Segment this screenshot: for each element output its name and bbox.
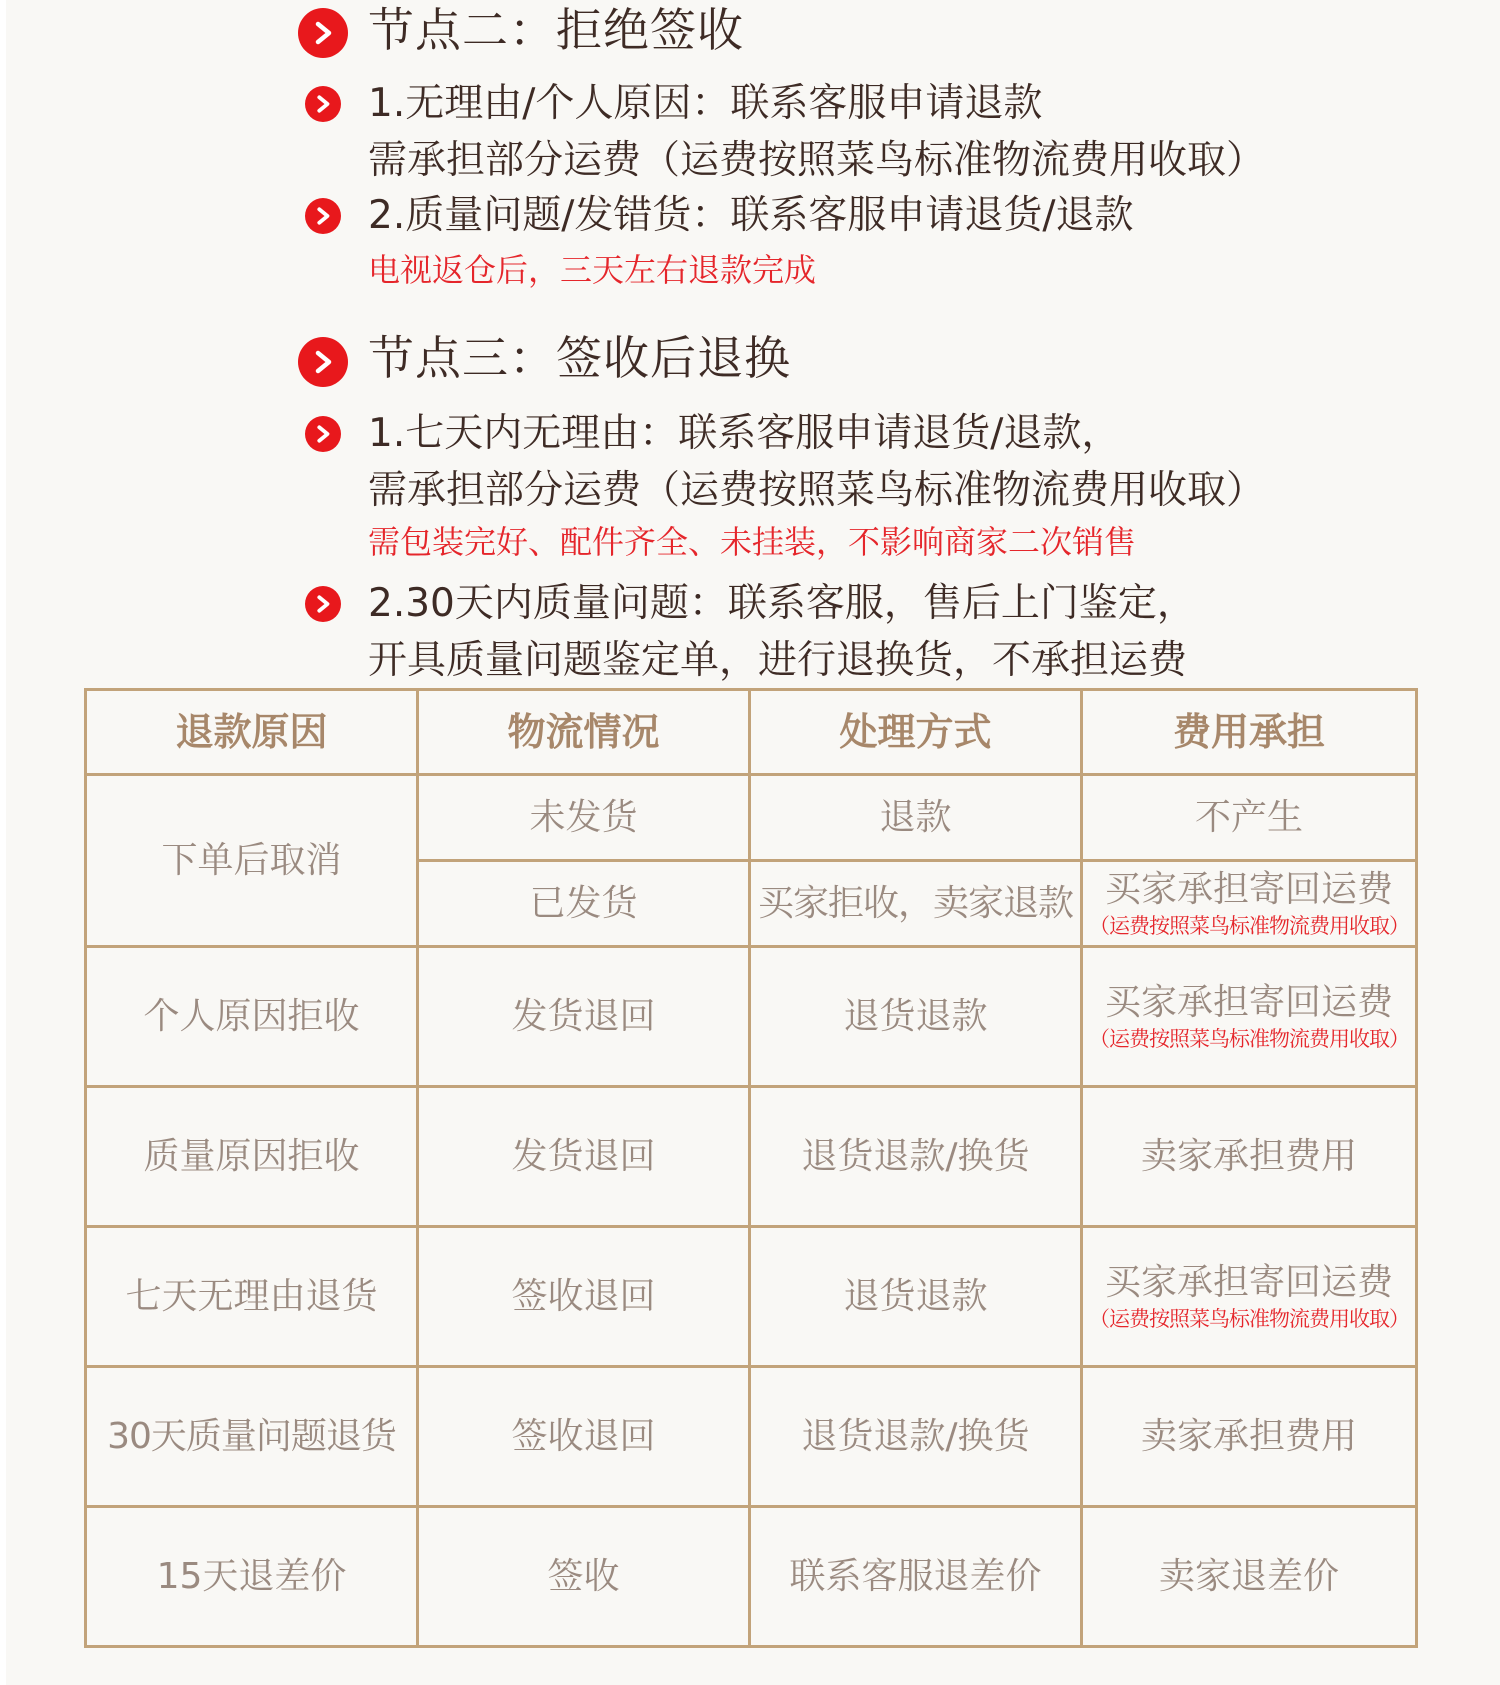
- chevron-right-icon: [305, 198, 341, 234]
- table-cell-cost: [1083, 1228, 1415, 1365]
- table-cell-reason: 质量原因拒收: [143, 1135, 360, 1177]
- table-cell-cost: 卖家承担费用: [1140, 1135, 1357, 1177]
- table-header-cell: 退款原因: [175, 710, 328, 754]
- chevron-right-icon: [298, 337, 348, 387]
- table-cell-reason-text: 30天质量问题退货: [107, 1415, 396, 1457]
- table-cell-reason: 个人原因拒收: [143, 995, 360, 1037]
- shipping-note: （运费按照菜鸟标准物流费用收取）: [1089, 1306, 1409, 1331]
- chevron-right-icon: [305, 586, 341, 622]
- table-cell-handling: 退款: [879, 796, 952, 838]
- table-cell-reason: 七天无理由退货: [125, 1275, 378, 1317]
- table-cell-cost: [1083, 862, 1415, 945]
- table-cell-cost: 卖家退差价: [1158, 1555, 1339, 1597]
- refund-table: [84, 688, 1418, 1648]
- table-cell-cost-text: 买家承担寄回运费: [1104, 981, 1393, 1023]
- table-header-cell: 物流情况: [507, 710, 660, 754]
- section2-item2-line1: 2.质量问题/发错货：联系客服申请退货/退款: [368, 193, 1134, 238]
- table-cell-cost-text: 买家承担寄回运费: [1104, 1261, 1393, 1303]
- shipping-note: （运费按照菜鸟标准物流费用收取）: [1089, 913, 1409, 938]
- table-cell-reason: 下单后取消: [161, 839, 342, 881]
- table-cell-logistics: 签收退回: [511, 1275, 656, 1317]
- table-cell-handling: 联系客服退差价: [789, 1555, 1042, 1597]
- table-cell-handling: 退货退款/换货: [801, 1135, 1030, 1177]
- table-cell-handling: 退货退款: [843, 1275, 988, 1317]
- table-cell-logistics: 未发货: [529, 796, 638, 838]
- table-cell-cost-text: 买家承担寄回运费: [1104, 868, 1393, 910]
- table-cell-reason: [87, 1368, 416, 1505]
- table-cell-handling: 退货退款: [843, 995, 988, 1037]
- table-cell-logistics: 签收退回: [511, 1415, 656, 1457]
- table-cell-cost: 不产生: [1194, 796, 1303, 838]
- section3-title: 节点三：签收后退换: [368, 331, 791, 385]
- table-cell-handling: [751, 862, 1080, 945]
- shipping-note: （运费按照菜鸟标准物流费用收取）: [1089, 1026, 1409, 1051]
- chevron-right-icon: [305, 86, 341, 122]
- table-cell-reason: 15天退差价: [156, 1555, 347, 1597]
- chevron-right-icon: [298, 8, 348, 58]
- table-cell-cost: 卖家承担费用: [1140, 1415, 1357, 1457]
- section2-item1-line1: 1.无理由/个人原因：联系客服申请退款: [368, 81, 1043, 126]
- section3-item1-line1: 1.七天内无理由：联系客服申请退货/退款，: [368, 411, 1121, 456]
- chevron-right-icon: [305, 416, 341, 452]
- table-cell-handling-text: 买家拒收，卖家退款: [757, 882, 1073, 924]
- table-cell-cost: [1083, 948, 1415, 1085]
- section3-item1-note: 需包装完好、配件齐全、未挂装，不影响商家二次销售: [368, 523, 1137, 561]
- table-cell-logistics: 已发货: [529, 882, 638, 924]
- section2-item1-line2: 需承担部分运费（运费按照菜鸟标准物流费用收取）: [368, 138, 1266, 183]
- table-cell-handling: 退货退款/换货: [801, 1415, 1030, 1457]
- section2-title: 节点二：拒绝签收: [368, 3, 744, 57]
- table-header-cell: 处理方式: [839, 710, 992, 754]
- section3-item2-line2: 开具质量问题鉴定单，进行退换货，不承担运费: [368, 638, 1188, 683]
- left-edge-strip: [0, 0, 6, 1685]
- table-cell-logistics: 发货退回: [511, 995, 656, 1037]
- table-header-cell: 费用承担: [1172, 710, 1325, 754]
- table-cell-logistics: 发货退回: [511, 1135, 656, 1177]
- section2-item2-note: 电视返仓后，三天左右退款完成: [368, 251, 817, 289]
- section3-item1-line2: 需承担部分运费（运费按照菜鸟标准物流费用收取）: [368, 468, 1266, 513]
- section3-item2-line1: 2.30天内质量问题：联系客服，售后上门鉴定，: [368, 581, 1196, 626]
- table-cell-logistics: 签收: [547, 1555, 620, 1597]
